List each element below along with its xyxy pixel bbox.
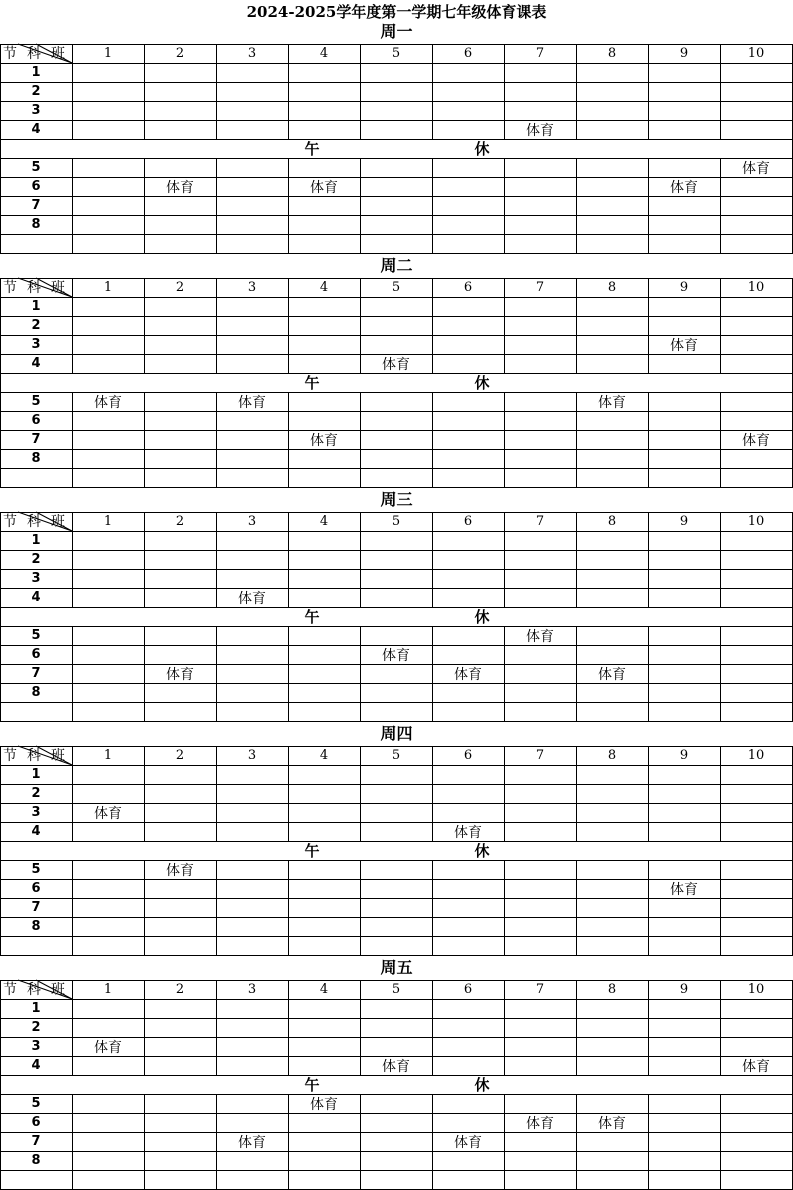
class-header: 10 (747, 982, 765, 997)
corner-diagonal-line (36, 278, 72, 297)
corner-diagonal-line (18, 746, 72, 765)
grid-line (0, 936, 793, 937)
grid-line (144, 392, 145, 488)
class-header: 10 (747, 280, 765, 295)
grid-line (0, 860, 793, 861)
class-header: 7 (535, 280, 545, 295)
noon-break-left: 午 (304, 140, 320, 158)
pe-class-cell: 体育 (310, 1097, 338, 1113)
noon-break-right: 休 (474, 1076, 490, 1094)
period-label: 4 (31, 356, 41, 371)
class-header: 2 (175, 280, 185, 295)
class-header: 5 (391, 46, 401, 61)
class-header: 10 (747, 748, 765, 763)
class-header: 5 (391, 280, 401, 295)
pe-class-cell: 体育 (382, 1059, 410, 1075)
pe-class-cell: 体育 (526, 1116, 554, 1132)
grid-line (432, 860, 433, 956)
corner-label-subject: 科 (27, 280, 41, 296)
class-header: 5 (391, 982, 401, 997)
period-label: 1 (31, 767, 41, 782)
day-title: 周五 (380, 958, 413, 977)
period-label: 4 (31, 1058, 41, 1073)
corner-diagonal-line (36, 512, 72, 531)
class-header: 7 (535, 748, 545, 763)
period-label: 7 (31, 900, 41, 915)
grid-line (0, 879, 793, 880)
class-header: 4 (319, 46, 329, 61)
period-label: 7 (31, 198, 41, 213)
class-header: 1 (103, 46, 113, 61)
noon-break-left: 午 (304, 842, 320, 860)
grid-line (576, 1094, 577, 1190)
class-header: 6 (463, 748, 473, 763)
class-header: 4 (319, 748, 329, 763)
pe-class-cell: 体育 (166, 180, 194, 196)
grid-line (0, 626, 793, 627)
grid-line (0, 1170, 793, 1171)
class-header: 3 (247, 982, 257, 997)
class-header: 2 (175, 514, 185, 529)
period-label: 8 (31, 451, 41, 466)
class-header: 1 (103, 982, 113, 997)
pe-class-cell: 体育 (238, 1135, 266, 1151)
class-header: 1 (103, 514, 113, 529)
grid-line (0, 784, 793, 785)
grid-line (0, 1132, 793, 1133)
period-label: 5 (31, 160, 41, 175)
grid-line (144, 158, 145, 254)
corner-diagonal-line (18, 278, 72, 297)
grid-line (360, 1094, 361, 1190)
grid-line (648, 860, 649, 956)
period-label: 2 (31, 84, 41, 99)
corner-label-section: 节 (3, 982, 17, 998)
class-header: 6 (463, 982, 473, 997)
grid-line (144, 1094, 145, 1190)
grid-line (0, 607, 793, 608)
grid-line (0, 63, 793, 64)
grid-line (216, 860, 217, 956)
noon-break-left: 午 (304, 608, 320, 626)
class-header: 2 (175, 46, 185, 61)
pe-class-cell: 体育 (598, 667, 626, 683)
class-header: 6 (463, 514, 473, 529)
day-title: 周三 (380, 490, 413, 509)
corner-diagonal (0, 746, 72, 765)
noon-break-right: 休 (474, 140, 490, 158)
grid-line (0, 841, 793, 842)
period-label: 3 (31, 337, 41, 352)
grid-line (648, 392, 649, 488)
day-title: 周一 (380, 22, 413, 41)
period-label: 7 (31, 1134, 41, 1149)
pe-class-cell: 体育 (598, 1116, 626, 1132)
period-label: 1 (31, 65, 41, 80)
pe-class-cell: 体育 (742, 1059, 770, 1075)
class-header: 7 (535, 514, 545, 529)
class-header: 3 (247, 46, 257, 61)
period-label: 2 (31, 318, 41, 333)
grid-line (0, 468, 793, 469)
noon-break-right: 休 (474, 374, 490, 392)
grid-line (720, 626, 721, 722)
grid-line (0, 765, 793, 766)
period-label: 5 (31, 1096, 41, 1111)
corner-label-class: 班 (51, 46, 65, 62)
grid-line (0, 702, 793, 703)
grid-line (0, 803, 793, 804)
grid-line (0, 1113, 793, 1114)
pe-class-cell: 体育 (166, 667, 194, 683)
grid-line (0, 917, 793, 918)
corner-label-section: 节 (3, 280, 17, 296)
pe-class-cell: 体育 (454, 1135, 482, 1151)
period-label: 2 (31, 786, 41, 801)
period-label: 3 (31, 1039, 41, 1054)
grid-line (0, 1037, 793, 1038)
period-label: 4 (31, 824, 41, 839)
pe-class-cell: 体育 (238, 395, 266, 411)
corner-diagonal (0, 44, 72, 63)
corner-diagonal-line (18, 512, 72, 531)
class-header: 7 (535, 46, 545, 61)
grid-line (72, 158, 73, 254)
pe-class-cell: 体育 (742, 433, 770, 449)
class-header: 8 (607, 280, 617, 295)
class-header: 5 (391, 748, 401, 763)
corner-label-class: 班 (51, 280, 65, 296)
grid-line (0, 297, 793, 298)
pe-class-cell: 体育 (670, 180, 698, 196)
class-header: 9 (679, 46, 689, 61)
corner-diagonal-line (36, 44, 72, 63)
grid-line (0, 82, 793, 83)
period-label: 5 (31, 862, 41, 877)
grid-line (648, 158, 649, 254)
corner-diagonal (0, 512, 72, 531)
pe-class-cell: 体育 (742, 161, 770, 177)
grid-line (0, 683, 793, 684)
grid-line (360, 860, 361, 956)
grid-line (0, 569, 793, 570)
grid-line (360, 626, 361, 722)
corner-label-subject: 科 (27, 748, 41, 764)
grid-line (72, 1094, 73, 1190)
class-header: 10 (747, 46, 765, 61)
day-title: 周二 (380, 256, 413, 275)
grid-line (216, 158, 217, 254)
corner-diagonal-line (18, 980, 72, 999)
period-label: 4 (31, 122, 41, 137)
period-label: 5 (31, 394, 41, 409)
period-label: 8 (31, 919, 41, 934)
grid-line (504, 158, 505, 254)
class-header: 3 (247, 280, 257, 295)
class-header: 3 (247, 514, 257, 529)
grid-line (504, 860, 505, 956)
corner-label-class: 班 (51, 748, 65, 764)
noon-break-right: 休 (474, 608, 490, 626)
period-label: 4 (31, 590, 41, 605)
corner-label-section: 节 (3, 514, 17, 530)
period-label: 2 (31, 1020, 41, 1035)
class-header: 4 (319, 514, 329, 529)
period-label: 8 (31, 217, 41, 232)
corner-label-subject: 科 (27, 982, 41, 998)
class-header: 2 (175, 748, 185, 763)
period-label: 6 (31, 1115, 41, 1130)
grid-line (0, 1151, 793, 1152)
period-label: 6 (31, 413, 41, 428)
pe-class-cell: 体育 (94, 806, 122, 822)
grid-line (72, 860, 73, 956)
corner-label-class: 班 (51, 982, 65, 998)
class-header: 4 (319, 280, 329, 295)
class-header: 9 (679, 280, 689, 295)
class-header: 9 (679, 514, 689, 529)
grid-line (432, 392, 433, 488)
grid-line (0, 588, 793, 589)
grid-line (0, 335, 793, 336)
grid-line (720, 860, 721, 956)
pe-class-cell: 体育 (382, 357, 410, 373)
period-label: 3 (31, 805, 41, 820)
corner-diagonal-line (18, 44, 72, 63)
grid-line (360, 392, 361, 488)
period-label: 6 (31, 881, 41, 896)
pe-class-cell: 体育 (670, 882, 698, 898)
grid-line (288, 860, 289, 956)
grid-line (0, 1094, 793, 1095)
pe-class-cell: 体育 (454, 825, 482, 841)
period-label: 7 (31, 666, 41, 681)
corner-diagonal (0, 980, 72, 999)
grid-line (0, 550, 793, 551)
grid-line (0, 999, 793, 1000)
corner-diagonal-line (36, 980, 72, 999)
noon-break-right: 休 (474, 842, 490, 860)
pe-class-cell: 体育 (94, 395, 122, 411)
period-label: 1 (31, 1001, 41, 1016)
grid-line (216, 626, 217, 722)
pe-class-cell: 体育 (310, 433, 338, 449)
grid-line (720, 1094, 721, 1190)
grid-line (0, 158, 793, 159)
class-header: 7 (535, 982, 545, 997)
grid-line (432, 158, 433, 254)
corner-label-section: 节 (3, 748, 17, 764)
grid-line (360, 158, 361, 254)
grid-line (576, 158, 577, 254)
grid-line (288, 626, 289, 722)
page-title: 2024-2025学年度第一学期七年级体育课表 (246, 3, 547, 21)
grid-line (0, 177, 793, 178)
grid-line (0, 101, 793, 102)
corner-label-subject: 科 (27, 514, 41, 530)
class-header: 1 (103, 280, 113, 295)
period-label: 7 (31, 432, 41, 447)
period-label: 3 (31, 571, 41, 586)
class-header: 8 (607, 514, 617, 529)
grid-line (0, 645, 793, 646)
corner-label-section: 节 (3, 46, 17, 62)
pe-class-cell: 体育 (238, 591, 266, 607)
noon-break-left: 午 (304, 374, 320, 392)
pe-class-cell: 体育 (526, 123, 554, 139)
grid-line (576, 860, 577, 956)
period-label: 8 (31, 1153, 41, 1168)
class-header: 6 (463, 280, 473, 295)
period-label: 2 (31, 552, 41, 567)
class-header: 9 (679, 982, 689, 997)
grid-line (288, 158, 289, 254)
grid-line (0, 430, 793, 431)
pe-class-cell: 体育 (382, 648, 410, 664)
period-label: 5 (31, 628, 41, 643)
grid-line (0, 392, 793, 393)
period-label: 1 (31, 299, 41, 314)
grid-line (0, 139, 793, 140)
pe-class-cell: 体育 (598, 395, 626, 411)
class-header: 8 (607, 46, 617, 61)
grid-line (0, 120, 793, 121)
class-header: 6 (463, 46, 473, 61)
grid-line (0, 449, 793, 450)
grid-line (0, 215, 793, 216)
grid-line (504, 1094, 505, 1190)
corner-label-class: 班 (51, 514, 65, 530)
corner-label-subject: 科 (27, 46, 41, 62)
class-header: 2 (175, 982, 185, 997)
pe-class-cell: 体育 (454, 667, 482, 683)
day-title: 周四 (380, 724, 413, 743)
period-label: 8 (31, 685, 41, 700)
grid-line (0, 531, 793, 532)
period-label: 1 (31, 533, 41, 548)
corner-diagonal-line (36, 746, 72, 765)
corner-diagonal (0, 278, 72, 297)
class-header: 4 (319, 982, 329, 997)
grid-line (72, 626, 73, 722)
period-label: 6 (31, 647, 41, 662)
class-header: 5 (391, 514, 401, 529)
class-header: 8 (607, 982, 617, 997)
noon-break-left: 午 (304, 1076, 320, 1094)
period-label: 3 (31, 103, 41, 118)
period-label: 6 (31, 179, 41, 194)
class-header: 3 (247, 748, 257, 763)
class-header: 8 (607, 748, 617, 763)
class-header: 10 (747, 514, 765, 529)
grid-line (648, 1094, 649, 1190)
grid-line (0, 234, 793, 235)
grid-line (504, 392, 505, 488)
grid-line (0, 316, 793, 317)
pe-class-cell: 体育 (94, 1040, 122, 1056)
pe-class-cell: 体育 (166, 863, 194, 879)
class-header: 9 (679, 748, 689, 763)
grid-line (0, 1018, 793, 1019)
class-header: 1 (103, 748, 113, 763)
pe-class-cell: 体育 (310, 180, 338, 196)
pe-class-cell: 体育 (670, 338, 698, 354)
pe-class-cell: 体育 (526, 629, 554, 645)
grid-line (648, 626, 649, 722)
